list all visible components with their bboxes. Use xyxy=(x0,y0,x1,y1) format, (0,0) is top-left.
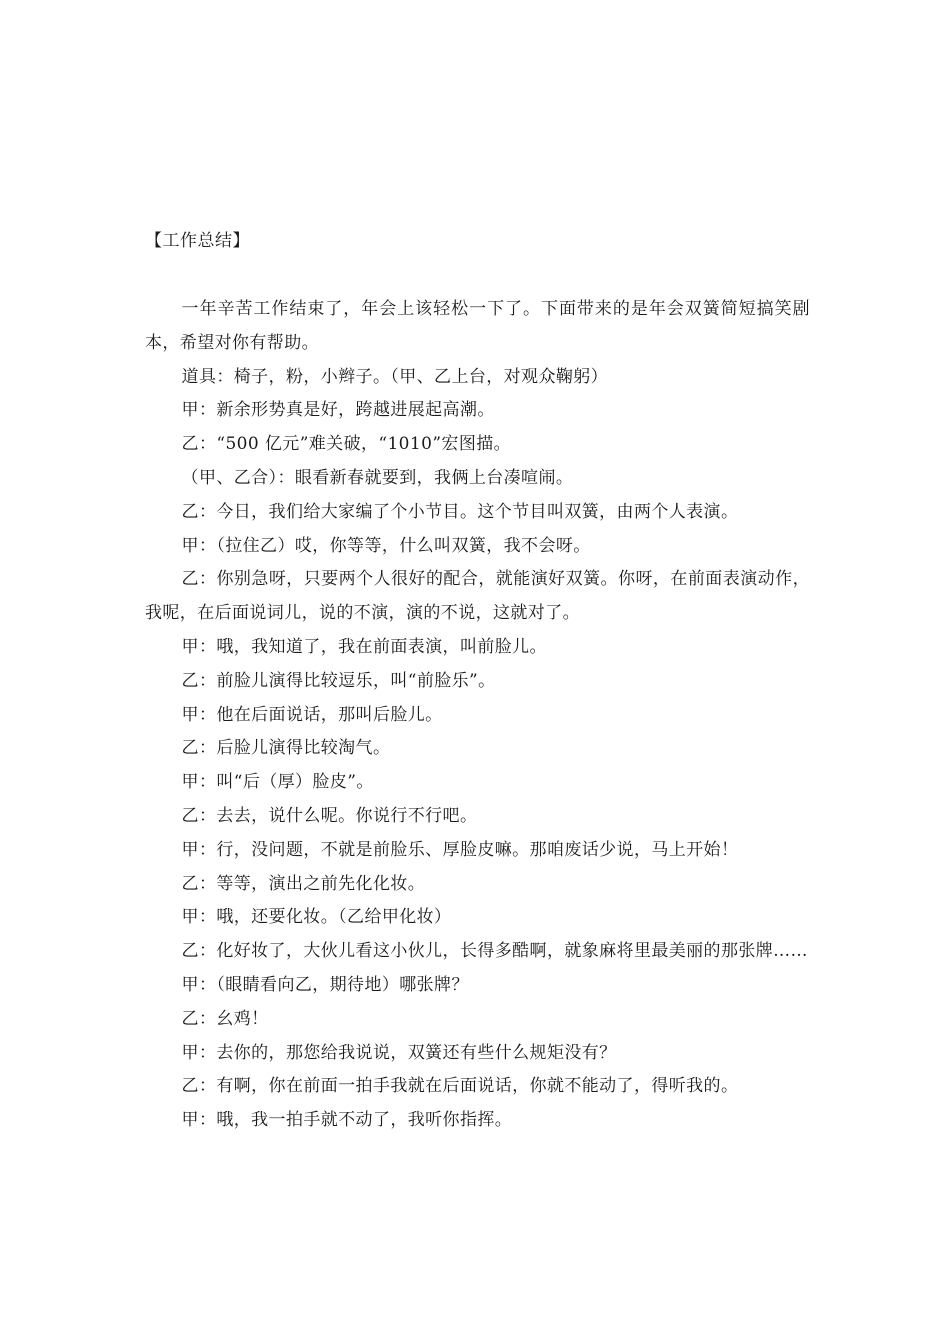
dialogue-line: 乙：化好妆了，大伙儿看这小伙儿，长得多酷啊，就象麻将里最美丽的那张牌…… xyxy=(181,941,808,962)
document-body xyxy=(145,293,810,1138)
dialogue-line: 甲：哦，我知道了，我在前面表演，叫前脸儿。 xyxy=(181,636,547,657)
dialogue-line: 乙：后脸儿演得比较淘气。 xyxy=(181,738,391,759)
dialogue-line: 乙：你别急呀，只要两个人很好的配合，就能演好双簧。你呀，在前面表演动作，我呢，在后面说词儿，说的不演，演的不说，这就对了。 xyxy=(145,569,810,624)
dialogue-line: 甲：去你的，那您给我说说，双簧还有些什么规矩没有？ xyxy=(181,1042,617,1063)
dialogue-line: 甲：哦，还要化妆。（乙给甲化妆） xyxy=(181,907,452,928)
dialogue-line: 甲：新余形势真是好，跨越进展起高潮。 xyxy=(181,400,495,421)
dialogue-line: 乙：“500 亿元”难关破，“1010”宏图描。 xyxy=(181,434,512,455)
dialogue-line: 乙：幺鸡！ xyxy=(181,1008,269,1029)
dialogue-line: 乙：去去，说什么呢。你说行不行吧。 xyxy=(181,805,478,826)
paragraph-props: 道具：椅子，粉，小辫子。（甲、乙上台，对观众鞠躬） xyxy=(181,366,609,387)
dialogue-line: 乙：今日，我们给大家编了个小节目。这个节目叫双簧，由两个人表演。 xyxy=(181,501,739,522)
dialogue-line: 甲：哦，我一拍手就不动了，我听你指挥。 xyxy=(181,1110,513,1131)
dialogue-line: 甲：（拉住乙）哎，你等等，什么叫双簧，我不会呀。 xyxy=(181,535,591,556)
section-title: 【工作总结】 xyxy=(145,231,250,251)
dialogue-line: 甲：他在后面说话，那叫后脸儿。 xyxy=(181,704,443,725)
dialogue-line: 甲：行，没问题，不就是前脸乐、厚脸皮嘛。那咱废话少说，马上开始！ xyxy=(181,839,739,860)
dialogue-line: 乙：等等，演出之前先化化妆。 xyxy=(181,873,426,894)
dialogue-line: 乙：有啊，你在前面一拍手我就在后面说话，你就不能动了，得听我的。 xyxy=(181,1076,739,1097)
dialogue-line: 甲：叫“后（厚）脸皮”。 xyxy=(181,772,374,793)
dialogue-line: （甲、乙合）：眼看新春就要到，我俩上台凑喧闹。 xyxy=(181,467,574,488)
dialogue-line: 甲：（眼睛看向乙，期待地）哪张牌？ xyxy=(181,974,469,995)
paragraph-intro: 一年辛苦工作结束了，年会上该轻松一下了。下面带来的是年会双簧简短搞笑剧本，希望对你有帮助。 xyxy=(145,299,810,353)
dialogue-line: 乙：前脸儿演得比较逗乐，叫“前脸乐”。 xyxy=(181,670,496,691)
